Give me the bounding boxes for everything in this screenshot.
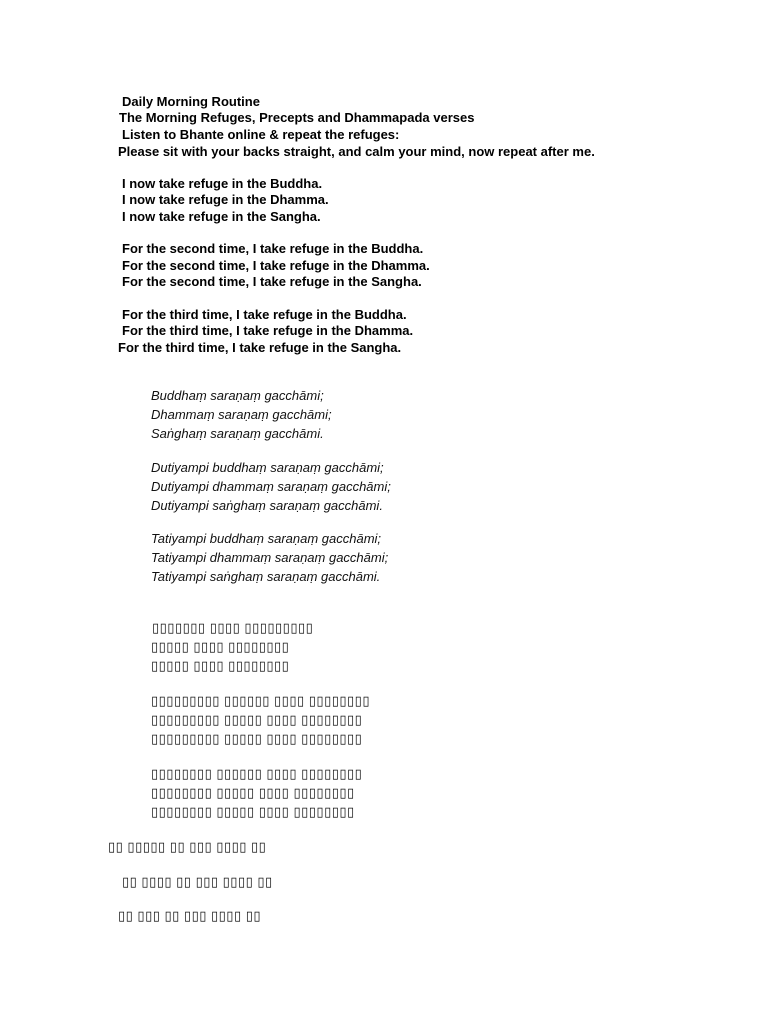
page-subtitle: The Morning Refuges, Precepts and Dhammapada verses: [119, 110, 475, 125]
page-title: Daily Morning Routine: [122, 94, 260, 109]
refuge-line-pali: Tatiyampi saṅghaṃ saraṇaṃ gacchāmi.: [151, 569, 381, 584]
refuge-line-en: I now take refuge in the Dhamma.: [122, 192, 329, 207]
closing-line: ▯▯ ▯▯▯ ▯▯ ▯▯▯ ▯▯▯▯ ▯▯: [118, 908, 262, 923]
refuge-line-script: ▯▯▯▯▯▯▯ ▯▯▯▯ ▯▯▯▯▯▯▯▯▯: [152, 620, 314, 635]
refuge-line-script: ▯▯▯▯▯▯▯▯ ▯▯▯▯▯ ▯▯▯▯ ▯▯▯▯▯▯▯▯: [151, 785, 355, 800]
refuge-line-pali: Tatiyampi dhammaṃ saraṇaṃ gacchāmi;: [151, 550, 389, 565]
refuge-line-script: ▯▯▯▯▯▯▯▯ ▯▯▯▯▯▯ ▯▯▯▯ ▯▯▯▯▯▯▯▯: [151, 766, 363, 781]
refuge-line-en: I now take refuge in the Buddha.: [122, 176, 323, 191]
sit-instruction: Please sit with your backs straight, and calm your mind, now repeat after me.: [118, 144, 595, 159]
refuge-line-pali: Buddhaṃ saraṇaṃ gacchāmi;: [151, 388, 324, 403]
closing-line: ▯▯ ▯▯▯▯▯ ▯▯ ▯▯▯ ▯▯▯▯ ▯▯: [108, 839, 267, 854]
refuge-line-pali: Dutiyampi buddhaṃ saraṇaṃ gacchāmi;: [151, 460, 384, 475]
refuge-line-pali: Tatiyampi buddhaṃ saraṇaṃ gacchāmi;: [151, 531, 382, 546]
refuge-line-script: ▯▯▯▯▯ ▯▯▯▯ ▯▯▯▯▯▯▯▯: [151, 658, 290, 673]
refuge-line-en: For the second time, I take refuge in the Sangha.: [122, 274, 422, 289]
closing-line: ▯▯ ▯▯▯▯ ▯▯ ▯▯▯ ▯▯▯▯ ▯▯: [122, 874, 273, 889]
refuge-line-script: ▯▯▯▯▯▯▯▯▯ ▯▯▯▯▯ ▯▯▯▯ ▯▯▯▯▯▯▯▯: [151, 712, 363, 727]
refuge-line-pali: Dhammaṃ saraṇaṃ gacchāmi;: [151, 407, 332, 422]
listen-instruction: Listen to Bhante online & repeat the refuges:: [122, 127, 400, 142]
refuge-line-script: ▯▯▯▯▯▯▯▯▯ ▯▯▯▯▯▯ ▯▯▯▯ ▯▯▯▯▯▯▯▯: [151, 693, 370, 708]
refuge-line-script: ▯▯▯▯▯ ▯▯▯▯ ▯▯▯▯▯▯▯▯: [151, 639, 290, 654]
refuge-line-pali: Dutiyampi saṅghaṃ saraṇaṃ gacchāmi.: [151, 498, 383, 513]
refuge-line-en: For the second time, I take refuge in the Buddha.: [122, 241, 424, 256]
refuge-line-en: I now take refuge in the Sangha.: [122, 209, 321, 224]
refuge-line-pali: Dutiyampi dhammaṃ saraṇaṃ gacchāmi;: [151, 479, 391, 494]
refuge-line-script: ▯▯▯▯▯▯▯▯▯ ▯▯▯▯▯ ▯▯▯▯ ▯▯▯▯▯▯▯▯: [151, 731, 363, 746]
refuge-line-en: For the second time, I take refuge in the Dhamma.: [122, 258, 430, 273]
refuge-line-script: ▯▯▯▯▯▯▯▯ ▯▯▯▯▯ ▯▯▯▯ ▯▯▯▯▯▯▯▯: [151, 804, 355, 819]
refuge-line-pali: Saṅghaṃ saraṇaṃ gacchāmi.: [151, 426, 324, 441]
refuge-line-en: For the third time, I take refuge in the Dhamma.: [122, 323, 414, 338]
refuge-line-en: For the third time, I take refuge in the Sangha.: [118, 340, 402, 355]
refuge-line-en: For the third time, I take refuge in the Buddha.: [122, 307, 407, 322]
